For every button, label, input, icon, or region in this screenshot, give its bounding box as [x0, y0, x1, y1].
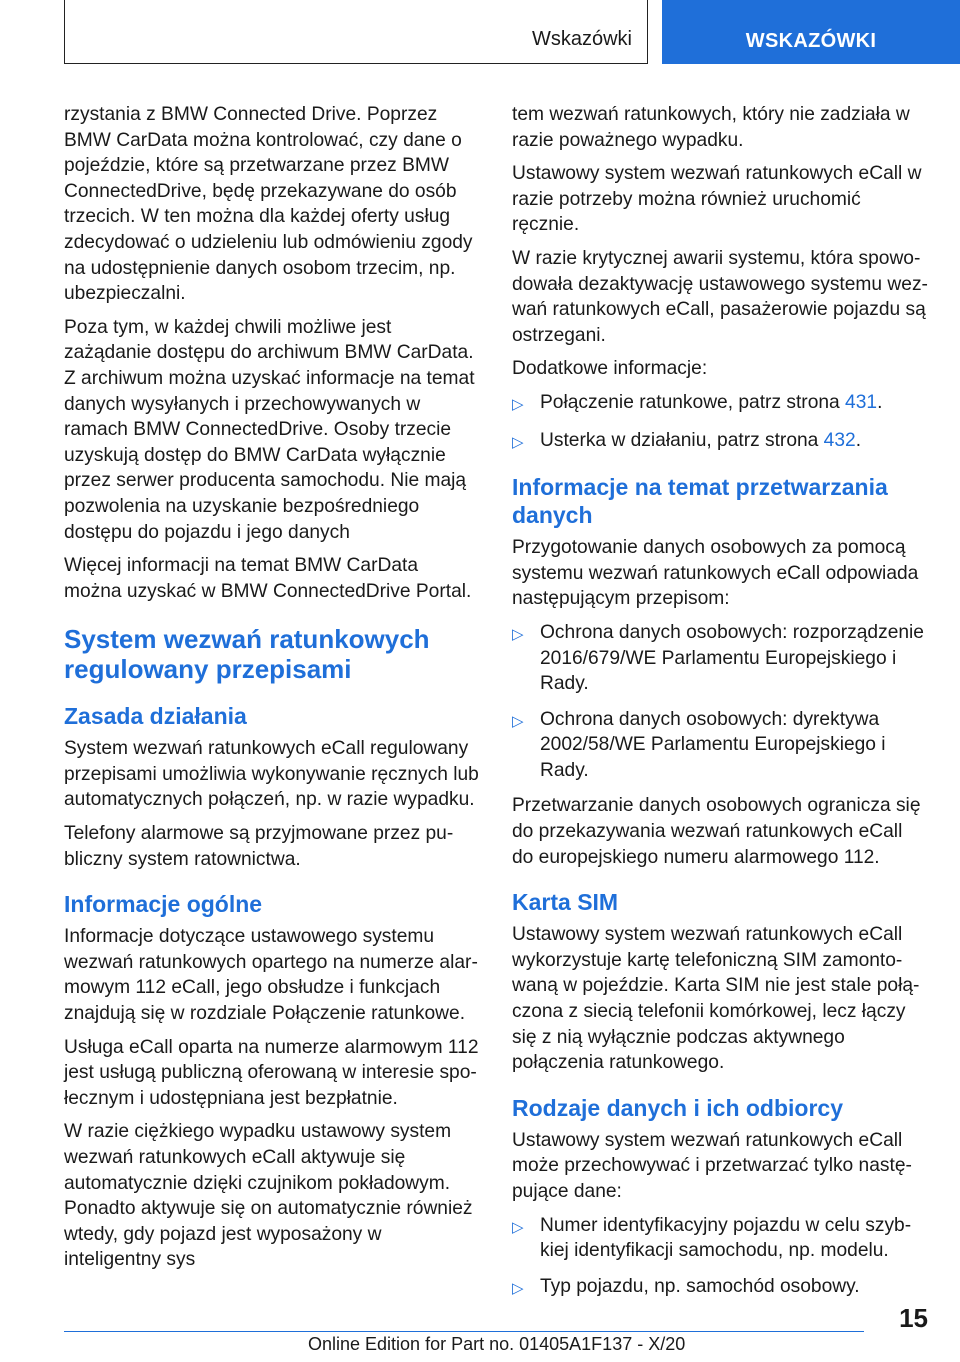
bullet-triangle-icon: ▷: [512, 625, 524, 643]
subheading-principle: Zasada działania: [64, 703, 247, 730]
footer-edition-text: Online Edition for Part no. 01405A1F137 - X/20: [308, 1334, 686, 1354]
list-item-period: .: [877, 391, 883, 413]
bullet-triangle-icon: ▷: [512, 395, 524, 413]
paragraph: System wezwań ratunkowych eCall regulowany przepisami umożliwia wykonywanie ręcznych lub automatycznych połączeń, np. w razie wypadku.: [64, 738, 479, 811]
left-column: [64, 102, 480, 1281]
list-item: [512, 1274, 928, 1302]
header-chapter-label: WSKAZÓWKI: [745, 29, 877, 52]
bullet-triangle-icon: ▷: [512, 1279, 524, 1297]
list-item-text: Ochrona danych osobowych: rozporządzenie 2016/679/WE Parlamentu Europejskiego i Rady.: [540, 621, 924, 695]
list-item-text: Ochrona danych osobowych: dyrektywa 2002/58/WE Parlamentu Europejskiego i Rady.: [540, 708, 886, 781]
list-item: [512, 620, 928, 697]
list-item: [512, 390, 928, 418]
list-item-text: Typ pojazdu, np. samochód osobowy.: [540, 1275, 860, 1297]
paragraph: rzystania z BMW Connected Drive. Poprzez BMW CarData można kontrolować, czy dane o pojeździe, które są przetwarzane przez BMW ConnectedDrive, będę przekazywane do osób trzecich. W ten można dla każdej oferty usług zdecydować o udzieleniu lub odmówieniu zgody na udostępnienie danych osobom trzecim, np. ubezpieczalni.: [64, 104, 473, 305]
bullet-triangle-icon: ▷: [512, 1218, 524, 1236]
page-link-431[interactable]: 431: [845, 391, 878, 413]
bullet-triangle-icon: ▷: [512, 712, 524, 730]
bullet-triangle-icon: ▷: [512, 433, 524, 451]
paragraph: Ustawowy system wezwań ratunkowych eCall może przechowywać i przetwarzać tylko następujące dane:: [512, 1129, 912, 1202]
paragraph: Więcej informacji na temat BMW CarData można uzyskać w BMW ConnectedDrive Portal.: [64, 555, 472, 602]
header-section-title: Wskazówki: [531, 28, 632, 50]
paragraph: tem wezwań ratunkowych, który nie zadziała w razie poważnego wypadku.: [512, 104, 910, 151]
footer-divider: [64, 1331, 864, 1332]
subheading-general-info: Informacje ogólne: [64, 891, 263, 918]
list-item-text: Usterka w działaniu, patrz strona: [540, 429, 824, 451]
list-item-text: Połączenie ratunkowe, patrz strona: [540, 391, 846, 413]
paragraph: Ustawowy system wezwań ratunkowych eCall w razie potrzeby można również uruchomić ręcznie.: [512, 163, 922, 236]
header-chapter-tab: [662, 0, 960, 64]
right-column: [512, 102, 928, 1311]
subheading-sim-card: Karta SIM: [512, 889, 619, 916]
paragraph: Telefony alarmowe są przyjmowane przez publiczny system ratownictwa.: [64, 823, 454, 870]
list-item-period: .: [855, 429, 862, 451]
subheading-data-types: Rodzaje danych i ich odbiorcy: [512, 1094, 844, 1121]
paragraph: Informacje dotyczące ustawowego systemu wezwań ratunkowych opartego na numerze alarmowym 112 eCall, jego obsłudze i funkcjach znajdują się w rozdziale Połączenie ratunkowe.: [64, 926, 478, 1025]
paragraph: Przygotowanie danych osobowych za pomocą systemu wezwań ratunkowych eCall odpowiada następującym przepisom:: [512, 537, 919, 610]
list-item: [512, 1213, 928, 1264]
list-item-text: Numer identyfikacyjny pojazdu w celu szybkiej identyfikacji samochodu, np. modelu.: [540, 1214, 912, 1262]
subheading-data-processing: Informacje na temat przetwarzania danych: [512, 474, 888, 529]
list-item: [512, 707, 928, 784]
paragraph: W razie krytycznej awarii systemu, która spowodowała dezaktywację ustawowego systemu wezwań ratunkowych eCall, pasażerowie pojazdu są ostrzegani.: [512, 247, 928, 346]
section-heading-ecall: System wezwań ratunkowych regulowany przepisami: [64, 624, 430, 685]
paragraph: Przetwarzanie danych osobowych ogranicza się do przekazywania wezwań ratunkowych eCall do europejskiego numeru alarmowego 112.: [512, 795, 921, 868]
page-link-432[interactable]: 432: [823, 429, 856, 451]
paragraph: Ustawowy system wezwań ratunkowych eCall wykorzystuje kartę telefoniczną SIM zamontowaną w pojeździe. Karta SIM nie jest stale połączona z siecią telefonii komórkowej, lecz łączy się z nią wyłącznie podczas aktywnego połączenia ratunkowego.: [512, 924, 920, 1074]
paragraph: W razie ciężkiego wypadku ustawowy system wezwań ratunkowych eCall aktywuje się automatycznie dzięki czujnikom pokładowym. Ponadto aktywuje się on automatycznie również wtedy, gdy pojazd jest wyposażony w inteligentny sys: [64, 1121, 473, 1271]
paragraph: Poza tym, w każdej chwili możliwe jest zażądanie dostępu do archiwum BMW CarData. Z archiwum można uzyskać informacje na temat danych wysyłanych i przechowywanych w ramach BMW ConnectedDrive. Osoby trzecie uzyskują dostęp do BMW CarData wyłącznie przez serwer producenta samochodu. Nie mają pozwolenia na uzyskanie bezpośredniego dostępu do pojazdu i jego danych: [64, 316, 475, 543]
list-item: [512, 428, 928, 456]
paragraph: Usługa eCall oparta na numerze alarmowym 112 jest usługą publiczną oferowaną w interesie społecznym i udostępniana jest bezpłatnie.: [64, 1036, 479, 1109]
page-number: 15: [899, 1303, 928, 1333]
paragraph: Dodatkowe informacje:: [512, 358, 708, 380]
